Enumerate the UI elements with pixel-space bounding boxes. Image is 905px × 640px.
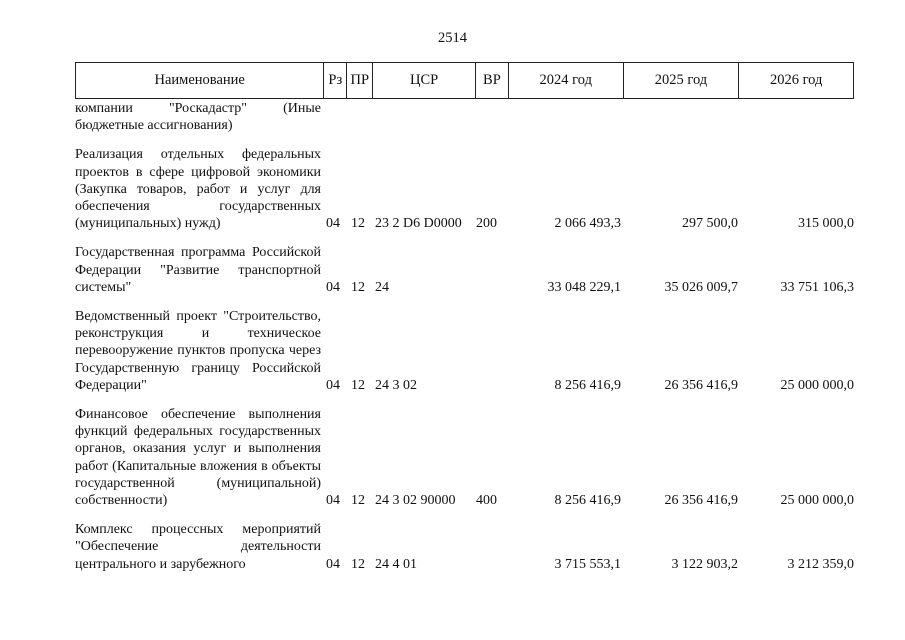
table-row	[75, 146, 855, 232]
row-2025: 26 356 416,9	[664, 493, 738, 509]
table-row	[75, 406, 855, 509]
header-pr: ПР	[347, 63, 373, 98]
row-pr: 12	[351, 377, 365, 393]
row-rz: 04	[326, 556, 340, 572]
table-row	[75, 521, 855, 573]
row-2026: 25 000 000,0	[780, 493, 854, 509]
row-2026: 25 000 000,0	[780, 377, 854, 393]
header-rz: Рз	[324, 63, 347, 98]
row-2025: 26 356 416,9	[664, 377, 738, 393]
table-row	[75, 308, 855, 394]
header-name: Наименование	[76, 63, 324, 98]
row-2025: 35 026 009,7	[664, 279, 738, 295]
row-rz: 04	[326, 279, 340, 295]
row-name: компании "Роскадастр" (Иные бюджетные ассигнования)	[75, 101, 321, 134]
table-header	[75, 62, 854, 99]
row-2024: 33 048 229,1	[547, 279, 621, 295]
row-2025: 3 122 903,2	[671, 556, 738, 572]
row-pr: 12	[351, 556, 365, 572]
row-pr: 12	[351, 216, 365, 232]
row-name: Финансовое обеспечение выполнения функций федеральных государственных органов, оказания услуг и выполнения работ (Капитальные вложения в объекты государственной (муниципальной) собственности)	[75, 407, 321, 509]
row-2024: 3 715 553,1	[554, 556, 621, 572]
header-vr: ВР	[476, 63, 509, 98]
header-2026: 2026 год	[769, 72, 823, 88]
row-2026: 315 000,0	[798, 216, 854, 232]
header-2024: 2024 год	[509, 63, 624, 98]
row-2026: 3 212 359,0	[787, 556, 854, 572]
table-row	[75, 244, 855, 296]
row-name: Комплекс процессных мероприятий "Обеспечение деятельности центрального и зарубежного	[75, 522, 321, 572]
row-csr: 24 3 02	[375, 377, 417, 393]
row-rz: 04	[326, 377, 340, 393]
row-name: Государственная программа Российской Федерации "Развитие транспортной системы"	[75, 245, 321, 295]
page-number: 2514	[438, 30, 467, 46]
row-name: Реализация отдельных федеральных проектов в сфере цифровой экономики (Закупка товаров, работ и услуг для обеспечения государственных (муниципальных) нужд)	[75, 147, 321, 232]
row-pr: 12	[351, 279, 365, 295]
header-2025: 2025 год	[624, 63, 740, 98]
header-csr: ЦСР	[373, 63, 476, 98]
row-csr: 24 3 02 90000	[375, 493, 456, 509]
row-rz: 04	[326, 493, 340, 509]
row-vr: 200	[476, 216, 497, 232]
row-csr: 24	[375, 279, 389, 295]
row-2024: 8 256 416,9	[554, 493, 621, 509]
row-2024: 2 066 493,3	[554, 216, 621, 232]
table-body	[75, 100, 855, 585]
row-rz: 04	[326, 216, 340, 232]
row-name: Ведомственный проект "Строительство, реконструкция и техническое перевооружение пунктов пропуска через Государственную границу Российской Федерации"	[75, 309, 321, 393]
row-2024: 8 256 416,9	[554, 377, 621, 393]
row-csr: 24 4 01	[375, 556, 417, 572]
row-vr: 400	[476, 493, 497, 509]
row-csr: 23 2 D6 D0000	[375, 216, 462, 232]
row-2025: 297 500,0	[682, 216, 738, 232]
table-row	[75, 100, 855, 134]
row-2026: 33 751 106,3	[780, 279, 854, 295]
row-pr: 12	[351, 493, 365, 509]
